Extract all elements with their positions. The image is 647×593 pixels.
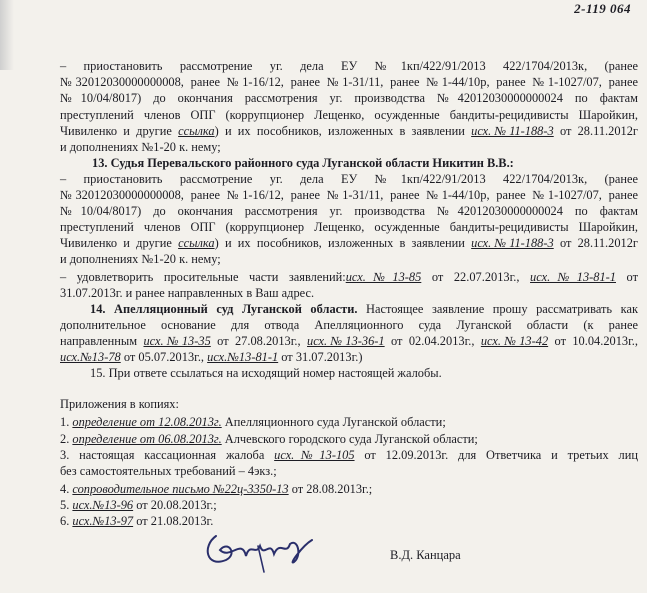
text-run: дополнительное основание для отвода Апелляционного суда Луганской области (к ранее	[60, 318, 638, 332]
text-run: от 12.09.2013г. для Ответчика и третьих лиц	[354, 448, 639, 462]
text-run: от 20.08.2013г.;	[133, 498, 217, 512]
text-run: преступлений членов ОПГ (коррупционер Лещенко, осужденные бандиты-рецидивисты Шаройкин,	[60, 108, 638, 122]
text-run: Приложения в копиях:	[60, 397, 179, 411]
text-run: 14. Апелляционный суд Луганской области.	[90, 302, 358, 316]
reference-link: исх.№13-105	[274, 448, 355, 462]
text-line	[60, 252, 221, 267]
text-line	[60, 108, 638, 123]
signature-image	[198, 516, 318, 576]
text-run: Алчевского городского суда Луганской области;	[221, 432, 478, 446]
reference-link: исх.№13-36-1	[307, 334, 385, 348]
text-line	[60, 498, 217, 513]
reference-link: исх.№13-97	[72, 514, 134, 528]
text-run: и дополнениях №1-20 к. нему;	[60, 252, 221, 266]
reference-link: определение от 12.08.2013г.	[72, 415, 222, 429]
reference-link: ссылка	[178, 236, 215, 250]
text-run: от 22.07.2013г.,	[421, 270, 531, 284]
document-number: 2-119 064	[574, 1, 631, 16]
text-line	[60, 318, 638, 333]
text-run: 13. Судья Перевальского районного суда Луганской области Никитин В.В.:	[92, 156, 514, 170]
reference-link: исх.№13-81-1	[530, 270, 616, 284]
text-run: №10/04/8017) до окончания рассмотрения уг. производства №42012030000000024 по фактам	[60, 91, 638, 105]
reference-link: исх.№11-188-3	[471, 124, 554, 138]
text-run: направленным	[60, 334, 144, 348]
text-run: от	[616, 270, 638, 284]
scan-shadow	[0, 0, 14, 70]
text-run: №32012030000000008, ранее №1-16/12, ранее №1-31/11, ранее №1-44/10р, ранее №1-1027/07, ранее	[60, 75, 638, 89]
reference-link: ссылка	[178, 124, 215, 138]
text-run: от 28.11.2012г	[553, 236, 638, 250]
text-run: от 02.04.2013г.,	[384, 334, 481, 348]
text-run: Настоящее заявление прошу рассматривать как	[357, 302, 638, 316]
text-line	[60, 140, 221, 155]
text-line	[60, 415, 446, 430]
reference-link: сопроводительное письмо №22ц-3350-13	[72, 482, 289, 496]
reference-link: исх.№13-42	[480, 334, 549, 348]
reference-link: исх.№13-35	[143, 334, 211, 348]
text-run: преступлений членов ОПГ (коррупционер Лещенко, осужденные бандиты-рецидивисты Шаройкин,	[60, 220, 638, 234]
text-run: 6.	[60, 514, 73, 528]
text-run: ) и их пособников, изложенных в заявлении	[214, 124, 472, 138]
text-line	[60, 59, 638, 74]
text-line	[60, 220, 638, 235]
text-line	[60, 397, 179, 412]
text-run: 5.	[60, 498, 73, 512]
text-line	[60, 514, 213, 529]
text-run: 15. При ответе ссылаться на исходящий номер настоящей жалобы.	[90, 366, 442, 380]
text-run: №10/04/8017) до окончания рассмотрения уг. производства №42012030000000024 по фактам	[60, 204, 638, 218]
text-run: 2.	[60, 432, 73, 446]
text-line	[60, 236, 638, 251]
text-line	[60, 432, 478, 447]
text-line	[60, 124, 638, 139]
reference-link: исх.№13-96	[72, 498, 134, 512]
text-run: 3. настоящая кассационная жалоба	[60, 448, 275, 462]
text-run: от 31.07.2013г.)	[278, 350, 363, 364]
text-run: от 10.04.2013г.,	[548, 334, 638, 348]
text-line	[60, 482, 372, 497]
text-run: и дополнениях №1-20 к. нему;	[60, 140, 221, 154]
text-run: Чивиленко и другие	[60, 236, 179, 250]
text-run: 4.	[60, 482, 73, 496]
text-line	[60, 286, 314, 301]
text-run: от 05.07.2013г.,	[120, 350, 208, 364]
text-line	[60, 91, 638, 106]
text-line	[90, 366, 442, 381]
text-run: от 27.08.2013г.,	[210, 334, 308, 348]
text-line	[90, 302, 638, 317]
text-line	[60, 350, 362, 365]
reference-link: определение от 06.08.2013г.	[72, 432, 222, 446]
text-line	[60, 172, 638, 187]
text-line	[92, 156, 514, 171]
reference-link: исх.№13-85	[345, 270, 422, 284]
text-run: Чивиленко и другие	[60, 124, 179, 138]
text-run: от 28.11.2012г	[553, 124, 638, 138]
text-run: ) и их пособников, изложенных в заявлении	[214, 236, 472, 250]
text-run: от 21.08.2013г.	[133, 514, 214, 528]
text-run: – удовлетворить просительные части заявлений:	[60, 270, 346, 284]
text-run: – приостановить рассмотрение уг. дела ЕУ №1кп/422/91/2013 422/1704/2013к, (ранее	[60, 59, 638, 73]
reference-link: исх.№13-81-1	[207, 350, 279, 364]
text-line	[60, 448, 638, 463]
text-line	[60, 334, 638, 349]
text-run: 31.07.2013г. и ранее направленных в Ваш адрес.	[60, 286, 315, 300]
text-run: от 28.08.2013г.;	[288, 482, 373, 496]
text-run: №32012030000000008, ранее №1-16/12, ранее №1-31/11, ранее №1-44/10р, ранее №1-1027/07, ранее	[60, 188, 638, 202]
text-run: Апелляционного суда Луганской области;	[221, 415, 446, 429]
text-line	[60, 270, 638, 285]
text-run: – приостановить рассмотрение уг. дела ЕУ №1кп/422/91/2013 422/1704/2013к, (ранее	[60, 172, 638, 186]
text-line	[60, 188, 638, 203]
text-line	[60, 464, 277, 479]
text-line	[60, 75, 638, 90]
reference-link: исх.№13-78	[60, 350, 121, 364]
reference-link: исх.№11-188-3	[471, 236, 554, 250]
text-line	[60, 204, 638, 219]
text-run: 1.	[60, 415, 73, 429]
signer-name: В.Д. Канцара	[390, 548, 461, 562]
text-run: без самостоятельных требований – 4экз.;	[60, 464, 277, 478]
